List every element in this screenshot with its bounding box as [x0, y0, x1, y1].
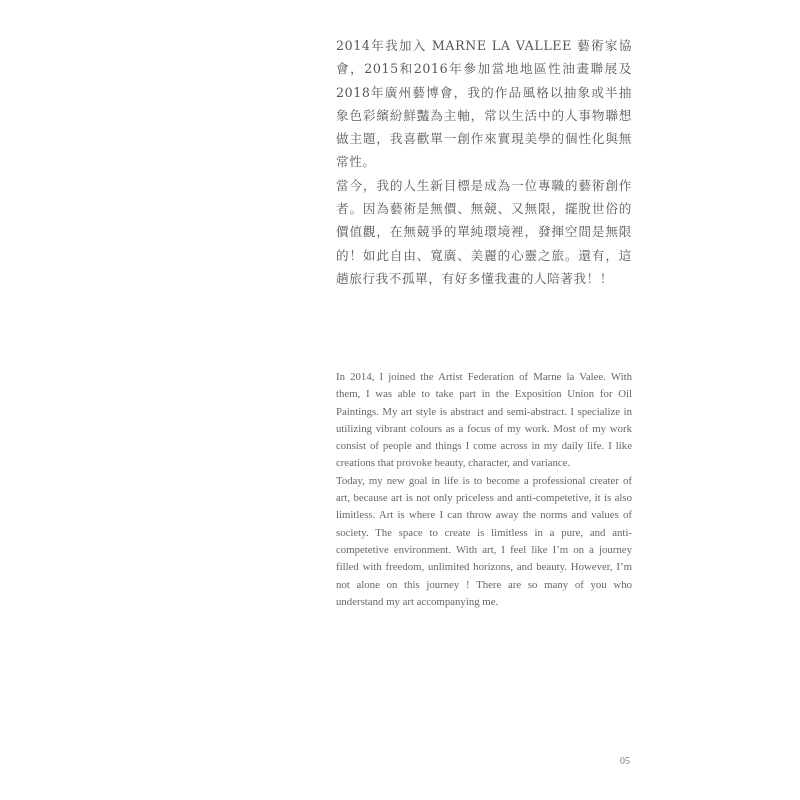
page-number: 05: [620, 756, 630, 767]
chinese-paragraph: 當今，我的人生新目標是成為一位專職的藝術創作者。因為藝術是無價、無競、又無限，擺脫世俗的價值觀，在無競爭的單純環境裡，發揮空間是無限的！如此自由、寬廣、美麗的心靈之旅。還有，這趟旅行我不孤單，有好多懂我畫的人陪著我！！: [336, 177, 632, 286]
english-text-block: [336, 369, 632, 611]
english-paragraph: In 2014, I joined the Artist Federation of Marne la Valee. With them, I was able to take part in the Exposition Union for Oil Paintings. My art style is abstract and semi-abstract. I specialize in utilizing vibrant colours as a focus of my work. Most of my work consist of people and things I come across in my daily life. I like creations that provoke beauty, character, and variance.: [336, 371, 632, 470]
chinese-text-block: [336, 34, 632, 290]
english-paragraph: Today, my new goal in life is to become a professional creater of art, because art is not only priceless and anti-competetive, it is also limitless. Art is where I can throw away the norms and values of society. The space to create is limitless in a pure, and anti-competetive environment. With art, I feel like I’m on a journey filled with freedom, unlimited horizons, and beauty. However, I’m not alone on this journey ! There are so many of you who understand my art accompanying me.: [336, 474, 632, 608]
chinese-paragraph: 2014年我加入 MARNE LA VALLEE 藝術家協會，2015和2016年參加當地地區性油畫聯展及2018年廣州藝博會，我的作品風格以抽象或半抽象色彩繽紛鮮豔為主軸，常以生活中的人事物聯想做主題，我喜歡單一創作來實現美學的個性化與無常性。: [336, 38, 632, 170]
